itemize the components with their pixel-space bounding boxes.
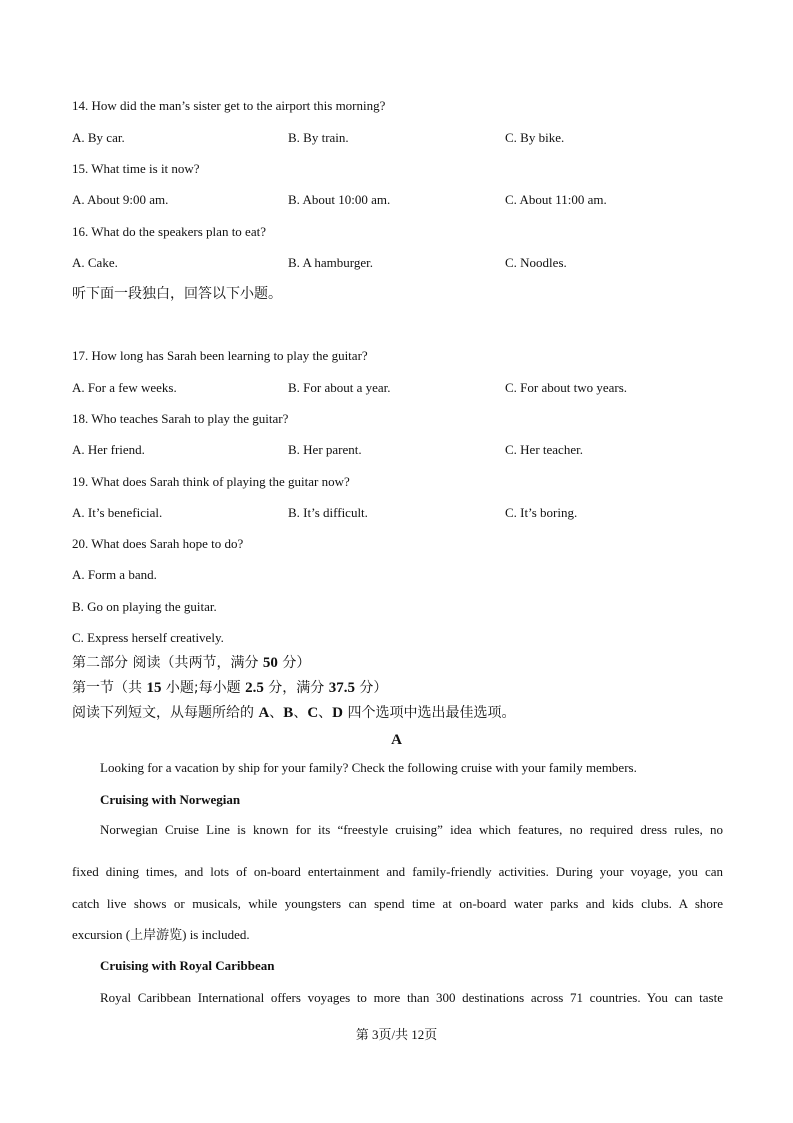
section1-text-c: 小题;每小题 [161,680,246,696]
part2-title-score: 50 [262,655,278,671]
part2-title-text-c: 分） [277,655,311,671]
question-19-stem: 19. What does Sarah think of playing the guitar now? [72,474,350,489]
section1-text-e: 分，满分 [263,680,329,696]
question-18-option-b: B. Her parent. [288,442,362,457]
question-15-option-c: C. About 11:00 am. [505,192,607,207]
question-17-option-c: C. For about two years. [505,380,628,395]
page-footer: 第 3页/共 12页 [355,1027,438,1042]
norwegian-paragraph-line-4: excursion (上岸游览) is included. [72,927,250,942]
instruction-option-c: C [307,705,319,721]
question-17-option-a: A. For a few weeks. [72,380,177,395]
instruction-sep-2: 、 [293,705,308,721]
monologue-instruction: 听下面一段独白，回答以下小题。 [72,286,282,302]
question-18-option-c: C. Her teacher. [505,442,583,457]
section1-text-g: 分） [354,680,388,696]
question-14-option-b: B. By train. [288,130,349,145]
instruction-text-a: 阅读下列短文，从每题所给的 [72,705,259,721]
question-14-stem: 14. How did the man’s sister get to the airport this morning? [72,98,386,113]
question-20-option-c: C. Express herself creatively. [72,630,224,645]
question-20-option-b: B. Go on playing the guitar. [72,599,217,614]
reading-instruction [72,706,515,721]
question-19-option-c: C. It’s boring. [505,505,578,520]
question-18-stem: 18. Who teaches Sarah to play the guitar? [72,411,289,426]
question-17-stem: 17. How long has Sarah been learning to play the guitar? [72,348,368,363]
question-16-option-c: C. Noodles. [505,255,567,270]
question-16-stem: 16. What do the speakers plan to eat? [72,224,266,239]
instruction-text-i: 四个选项中选出最佳选项。 [343,705,516,721]
norwegian-paragraph-line-3: catch live shows or musicals, while youngsters can spend time at on-board water parks and kids clubs. A shore [72,896,723,911]
instruction-option-a: A [258,705,270,721]
question-19-option-a: A. It’s beneficial. [72,505,163,520]
part2-title-text-a: 第二部分 阅读（共两节，满分 [72,655,263,671]
question-17-option-b: B. For about a year. [288,380,391,395]
instruction-sep-1: 、 [269,705,284,721]
question-19-option-b: B. It’s difficult. [288,505,368,520]
section1-title [72,681,387,696]
instruction-sep-3: 、 [318,705,333,721]
part2-title [72,656,310,671]
section1-text-a: 第一节（共 [72,680,147,696]
question-15-option-a: A. About 9:00 am. [72,192,169,207]
norwegian-paragraph-line-2: fixed dining times, and lots of on-board entertainment and family-friendly activities. During your voyage, you can [72,864,723,879]
question-18-option-a: A. Her friend. [72,442,145,457]
instruction-option-d: D [332,705,343,721]
section1-total: 37.5 [328,680,355,696]
question-15-option-b: B. About 10:00 am. [288,192,391,207]
question-16-option-a: A. Cake. [72,255,118,270]
passage-heading-royal-caribbean: Cruising with Royal Caribbean [100,958,275,973]
section1-count: 15 [146,680,162,696]
passage-label: A [391,732,402,748]
instruction-option-b: B [283,705,294,721]
passage-heading-norwegian: Cruising with Norwegian [100,792,241,807]
royal-caribbean-paragraph-line-1: Royal Caribbean International offers voyages to more than 300 destinations across 71 countries. You can taste [100,990,723,1005]
question-20-option-a: A. Form a band. [72,567,157,582]
question-15-stem: 15. What time is it now? [72,161,200,176]
section1-each: 2.5 [245,680,264,696]
norwegian-paragraph-line-1: Norwegian Cruise Line is known for its “freestyle cruising” idea which features, no required dress rules, no [100,822,723,837]
question-20-stem: 20. What does Sarah hope to do? [72,536,244,551]
question-14-option-c: C. By bike. [505,130,565,145]
question-14-option-a: A. By car. [72,130,125,145]
passage-intro: Looking for a vacation by ship for your family? Check the following cruise with your family members. [100,760,637,775]
question-16-option-b: B. A hamburger. [288,255,373,270]
